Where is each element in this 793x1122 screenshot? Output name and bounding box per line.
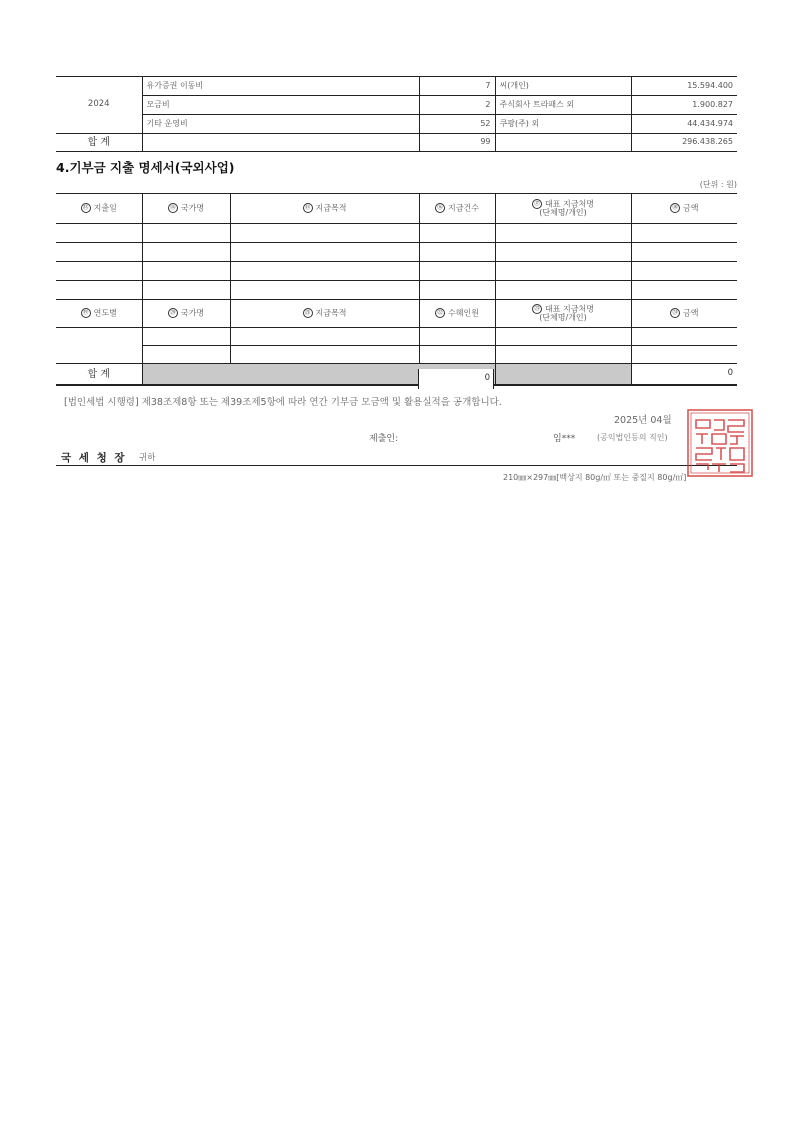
header-label: 금액 (683, 308, 699, 318)
circled-number: ⑳ (168, 308, 178, 318)
count-cell: 2 (419, 96, 495, 115)
unit-label: (단위 : 원) (699, 180, 737, 189)
header-cell (419, 300, 495, 328)
header-cell (495, 300, 631, 328)
header-sublabel: (단체명/개인) (539, 313, 587, 323)
circled-number: ⑲ (81, 308, 91, 318)
header-label: 지급건수 (448, 203, 479, 213)
total-row (56, 364, 737, 386)
header-sublabel: (단체명/개인) (539, 208, 587, 218)
official-seal-icon (686, 408, 754, 478)
header-label: 지출일 (93, 203, 117, 213)
item-cell: 유가증권 이동비 (142, 77, 419, 96)
header-row (56, 300, 737, 328)
circled-number: ⑭ (168, 203, 178, 213)
circled-number: ⑰ (532, 199, 542, 209)
header-cell (142, 194, 230, 224)
recipient-cell: 쿠팡(주) 외 (495, 115, 631, 134)
recipient-cell: 씨(개인) (495, 77, 631, 96)
year-cell: 2024 (56, 77, 142, 134)
usage-table (56, 76, 737, 152)
table-row (56, 224, 737, 243)
header-cell (230, 194, 419, 224)
circled-number: ㉔ (670, 308, 680, 318)
header-label: 국가명 (180, 308, 205, 318)
total-amount: 296.438.265 (631, 134, 737, 152)
table-row (56, 96, 737, 115)
header-label: 지급목적 (315, 308, 347, 318)
submitter-label: 제출인: (369, 434, 399, 444)
recipient-label: 국 세 청 장 (61, 452, 127, 464)
shaded-cell (495, 364, 631, 386)
table-row (56, 346, 737, 364)
table-row (56, 281, 737, 300)
recipient-cell: 주식회사 트라패스 외 (495, 96, 631, 115)
item-cell: 모금비 (142, 96, 419, 115)
header-row (56, 194, 737, 224)
header-cell (56, 300, 142, 328)
legal-notice: [법인세법 시행령] 제38조제8항 또는 제39조제5항에 따라 연간 기부금 모금액 및 활용실적을 공개합니다. (64, 397, 502, 408)
overseas-expense-table (56, 193, 737, 386)
header-cell (419, 194, 495, 224)
count-cell: 7 (419, 77, 495, 96)
table-row (56, 77, 737, 96)
header-label: 지급목적 (315, 203, 347, 213)
corporate-seal-label: (공익법인등의 직인) (597, 433, 668, 442)
total-row (56, 134, 737, 152)
amount-cell: 1.900.827 (631, 96, 737, 115)
total-count: 99 (419, 134, 495, 152)
circled-number: ⑮ (303, 203, 313, 213)
circled-number: ⑬ (81, 203, 91, 213)
total-label: 합 계 (56, 134, 142, 152)
circled-number: ⑱ (670, 203, 680, 213)
header-label: 연도별 (93, 308, 117, 318)
total-beneficiaries-text: 0 (484, 373, 490, 383)
circled-number: ㉓ (532, 304, 542, 314)
header-cell (495, 194, 631, 224)
total-amount: 0 (631, 364, 737, 386)
header-cell (230, 300, 419, 328)
header-cell (631, 300, 737, 328)
table-row (56, 243, 737, 262)
header-label: 수혜인원 (448, 308, 479, 318)
divider (56, 465, 737, 466)
circled-number: ⑯ (435, 203, 445, 213)
recipient-suffix: 귀하 (139, 453, 156, 463)
amount-cell: 15.594.400 (631, 77, 737, 96)
table-row (56, 328, 737, 346)
table-row (56, 115, 737, 134)
header-cell (142, 300, 230, 328)
paper-spec: 210㎜×297㎜[백상지 80g/㎡ 또는 중질지 80g/㎡] (503, 473, 687, 482)
header-label: 대표 지급처명 (545, 304, 594, 314)
count-cell: 52 (419, 115, 495, 134)
submitter-name: 임*** (553, 434, 576, 444)
circled-number: ㉒ (435, 308, 445, 318)
circled-number: ㉑ (303, 308, 313, 318)
total-label: 합 계 (56, 364, 142, 386)
total-empty-cell (142, 134, 419, 152)
header-cell (56, 194, 142, 224)
header-label: 대표 지급처명 (545, 199, 594, 209)
header-cell (631, 194, 737, 224)
header-label: 국가명 (180, 203, 205, 213)
header-label: 금액 (683, 203, 699, 213)
item-cell: 기타 운영비 (142, 115, 419, 134)
section-title: 4.기부금 지출 명세서(국외사업) (56, 160, 235, 175)
amount-cell: 44.434.974 (631, 115, 737, 134)
total-empty-cell (495, 134, 631, 152)
table-row (56, 262, 737, 281)
submission-date: 2025년 04월 (614, 415, 672, 426)
